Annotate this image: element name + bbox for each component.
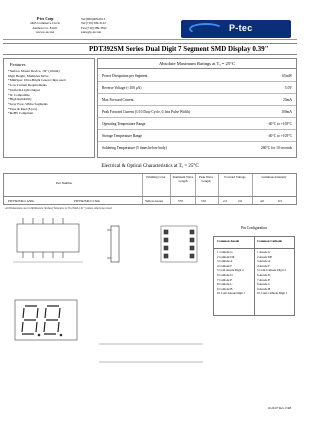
pin-configuration: [211, 212, 297, 412]
amr-value: 5.0V: [284, 86, 292, 90]
header-luminous-intensity: Luminous Intensity: [261, 175, 287, 179]
amr-param: Storage Temperature Range: [102, 134, 142, 138]
amr-row: [98, 95, 296, 106]
pin-item: 3 Anode A: [257, 259, 271, 264]
feature-item: *RoHS Compliant: [8, 111, 34, 116]
col-common-cathode: Common Cathode: [257, 239, 282, 243]
dominant-wl: 570: [178, 199, 183, 203]
logo-text: P-tec: [229, 23, 253, 33]
pin-item: 2 Anode DP: [257, 254, 273, 259]
pin-item: 6 Anode D: [257, 272, 271, 277]
emitting-color: Yellow-Green: [145, 199, 163, 203]
pin-item: 8 Cathode C: [217, 282, 233, 287]
amr-row: [98, 71, 296, 82]
feature-item: *IC Compatible: [8, 92, 30, 97]
amr-value: -40°C to +105°C: [267, 134, 292, 138]
company-name: P-tec Corp: [36, 17, 54, 21]
pin-config-title: Pin Configuration: [241, 226, 267, 230]
feature-item: *Low Current Requirements: [8, 83, 47, 88]
pin-item: 9 Cathode B: [217, 286, 233, 291]
pin-item: 4 Anode F: [257, 263, 270, 268]
vf-typ: 2.2: [223, 199, 227, 203]
pin-item: 7 Anode E: [257, 277, 271, 282]
header-emitting-color: Emitting Color: [146, 175, 166, 179]
fax: Fax:(719) 589-3592: [81, 25, 107, 30]
title-bar: [3, 43, 297, 55]
vf-max: 2.6: [238, 199, 242, 203]
amr-value: 25mA: [283, 98, 292, 102]
datasheet-page: [3, 14, 297, 422]
package-side-view: [107, 226, 119, 262]
tel-2: Tel:(719) 589-3122: [81, 21, 106, 26]
contact-info: [81, 17, 145, 35]
display-front-view: [15, 300, 77, 340]
package-top-view: [13, 218, 83, 262]
amr-param: Reverse Voltage (<100 μA): [102, 86, 142, 90]
feature-item: *High Reliability: [8, 97, 32, 102]
features-heading: Features: [10, 62, 26, 67]
feature-item: *MiniSpec Ultra-Bright Green Chips used: [8, 78, 66, 83]
amr-row: [98, 119, 296, 130]
pin-item: 3 Cathode A: [217, 259, 233, 264]
pin-item: 7 Cathode E: [217, 277, 233, 282]
company-logo: [181, 20, 291, 38]
header-dominant-wl: Dominant Wave Length: [172, 175, 194, 183]
amr-param: Power Dissipation per Segment: [102, 74, 148, 78]
tel: Tel:(800)408-0613: [81, 17, 106, 21]
company-address: [22, 17, 68, 35]
features-box: [3, 58, 95, 158]
pin-item: 1 Anode G: [257, 250, 271, 254]
amr-value: 65mW: [282, 74, 292, 78]
header: [3, 14, 297, 40]
email[interactable]: sales@p-tec.net: [81, 30, 102, 35]
col-common-anode: Common Anode: [217, 239, 240, 243]
header-forward-voltage: Forward Voltage: [224, 175, 246, 179]
amr-row: [98, 107, 296, 118]
pin-item: 1 Cathode G: [217, 250, 233, 254]
feature-item: *Surface Mount Device, .39" (10mm): [8, 69, 60, 73]
amr-param: Max Forward Current: [102, 98, 134, 102]
table-row: [4, 196, 296, 205]
amr-row: [98, 143, 296, 154]
feature-item: *Tape & Reel (8 pcs): [8, 106, 37, 111]
pin-item: 10 Com Cathode Digit 1: [257, 291, 288, 296]
website[interactable]: www.p-tec.net: [35, 30, 55, 35]
pin-item: 2 Cathode DP: [217, 254, 235, 259]
amr-title: Absolute Maximum Ratings at Tₐ = 25°C: [98, 59, 296, 69]
part-number-ca: PDT392SM-CA56G: [8, 199, 35, 203]
page-title: PDT392SM Series Dual Digit 7 Segment SMD Display 0.39": [89, 45, 269, 53]
amr-value: 100mA: [281, 110, 292, 114]
absolute-max-ratings: [97, 58, 297, 158]
feature-item: *Gray Face, White Segments: [8, 101, 48, 106]
pin-item: 4 Cathode F: [217, 263, 233, 268]
amr-param: Soldering Temperature (5 times before body): [102, 146, 167, 150]
pin-item: 9 Anode B: [257, 286, 271, 291]
address-line-2: Alamosa Co. 81101: [32, 25, 58, 30]
pin-item: 5 Com Cathode Digit 2: [257, 268, 286, 273]
logo-swoosh-icon: [189, 23, 223, 35]
pin-item: 5 Com Anode Digit 2: [217, 268, 244, 273]
amr-row: [98, 131, 296, 142]
header-part-number: Part Number: [55, 181, 73, 185]
features-list: [8, 69, 65, 116]
electrical-table: [3, 173, 297, 205]
pin-divider: [254, 237, 255, 315]
pin-table: [213, 236, 295, 316]
feature-item: *Uniform Light Output: [8, 87, 40, 92]
part-number-cc: PDT392SM-CC56G: [74, 199, 101, 203]
amr-value: 260°C for 10 seconds: [260, 146, 292, 150]
amr-value: -40°C to +105°C: [267, 122, 292, 126]
amr-param: Operating Temperature Range: [102, 122, 146, 126]
pin-item: 6 Cathode D: [217, 272, 233, 277]
peak-wl: 570: [201, 199, 206, 203]
anode-pin-list: [217, 250, 245, 296]
circuit-schematic: [99, 344, 203, 362]
feature-item: Digit Height, Multiplex Drive: [8, 73, 49, 78]
pin-item: 10 Com Anode Digit 1: [217, 291, 246, 296]
pad-layout: [161, 226, 197, 262]
address-line-1: 2465 Commerce Circle: [30, 21, 60, 26]
iv-min: 4.0: [260, 199, 264, 203]
cathode-pin-list: [257, 250, 287, 296]
electrical-title: Electrical & Optical Characteristics at Tₐ = 25°C: [101, 164, 199, 169]
amr-row: [98, 83, 296, 94]
footer-revision: 10-20-07 Rev. 0 R8: [267, 406, 291, 410]
mechanical-drawing: [3, 212, 209, 386]
pin-item: 8 Anode C: [257, 282, 271, 287]
amr-param: Peak Forward Current (1/10 Duty Cycle, 0.1ms Pulse Width): [102, 110, 190, 114]
dimension-note: All Dimensions are in millimeters (inches) Tolerance is ±0.25mm (.01") unless otherwise noted: [5, 207, 112, 210]
iv-typ: 9.5: [278, 199, 282, 203]
header-peak-wl: Peak Wave Length: [198, 175, 214, 183]
